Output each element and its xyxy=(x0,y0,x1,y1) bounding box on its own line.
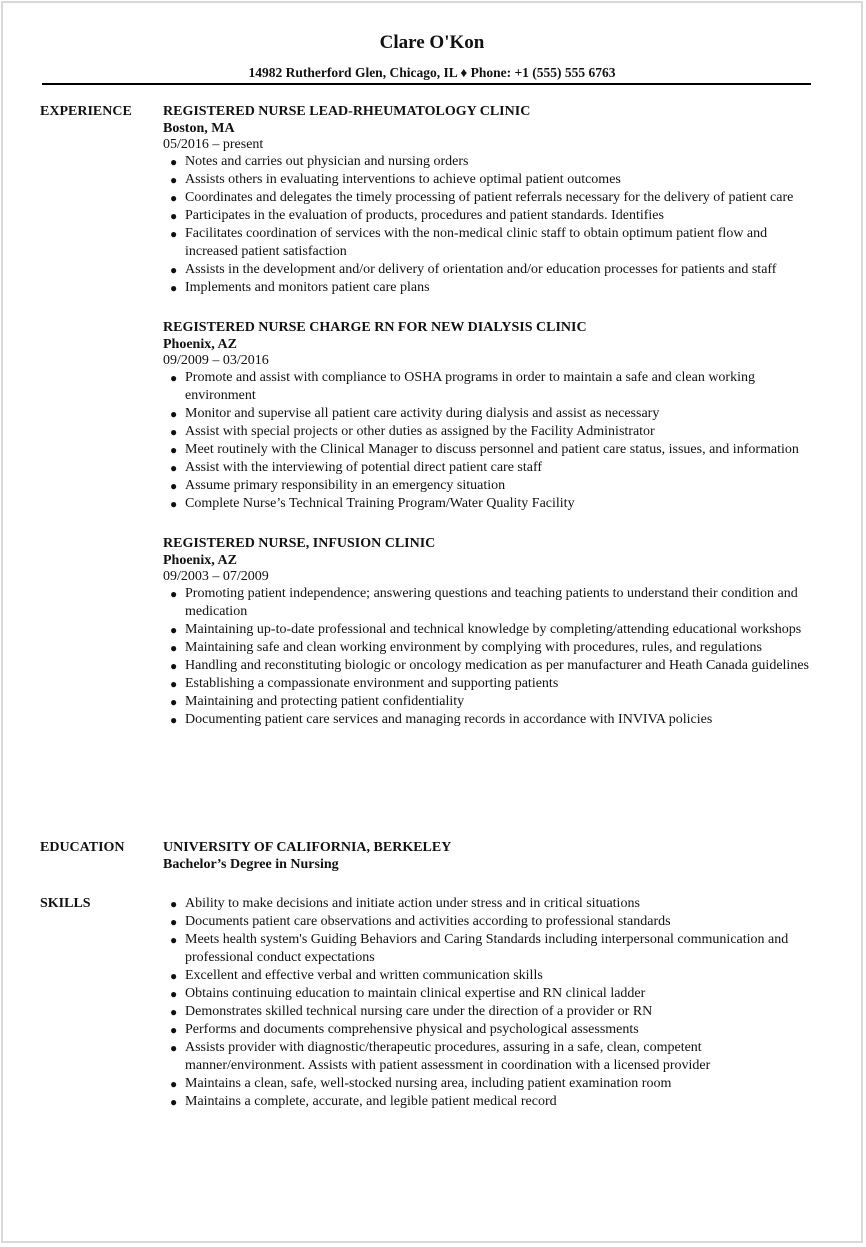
job-dates: 09/2009 – 03/2016 xyxy=(163,353,269,368)
header-divider xyxy=(42,83,811,85)
section-title-experience: EXPERIENCE xyxy=(40,104,132,119)
job-entry xyxy=(163,103,823,297)
bullet-icon: ● xyxy=(170,191,178,205)
list-item xyxy=(163,931,823,967)
bullet-text: Excellent and effective verbal and written communication skills xyxy=(185,968,543,983)
bullet-text: Complete Nurse’s Technical Training Program/Water Quality Facility xyxy=(185,496,575,511)
bullet-text: Promoting patient independence; answering questions and teaching patients to understand their condition and medication xyxy=(185,586,798,619)
list-item xyxy=(163,1003,823,1021)
bullet-icon: ● xyxy=(170,443,178,457)
bullet-text: Maintaining and protecting patient confidentiality xyxy=(185,694,465,709)
bullet-text: Handling and reconstituting biologic or oncology medication as per manufacturer and Heath Canada guidelines xyxy=(185,658,809,673)
education-body xyxy=(163,839,823,873)
skills-bullets xyxy=(163,895,823,1111)
list-item xyxy=(163,189,823,207)
bullet-text: Meets health system's Guiding Behaviors and Caring Standards including interpersonal communication and professional conduct expectations xyxy=(185,932,789,965)
bullet-text: Establishing a compassionate environment and supporting patients xyxy=(185,676,559,691)
list-item xyxy=(163,153,823,171)
bullet-icon: ● xyxy=(170,461,178,475)
job-location: Phoenix, AZ xyxy=(163,553,237,568)
bullet-text: Maintains a clean, safe, well-stocked nursing area, including patient examination room xyxy=(185,1076,672,1091)
section-title-skills: SKILLS xyxy=(40,896,91,911)
bullet-icon: ● xyxy=(170,641,178,655)
list-item xyxy=(163,675,823,693)
bullet-icon: ● xyxy=(170,407,178,421)
list-item xyxy=(163,639,823,657)
bullet-text: Assists others in evaluating interventions to achieve optimal patient outcomes xyxy=(185,172,621,187)
bullet-text: Participates in the evaluation of products, procedures and patient standards. Identifies xyxy=(185,208,664,223)
bullet-icon: ● xyxy=(170,1095,178,1109)
list-item xyxy=(163,441,823,459)
job-title: REGISTERED NURSE, INFUSION CLINIC xyxy=(163,536,436,551)
bullet-text: Maintaining up-to-date professional and technical knowledge by completing/attending educational workshops xyxy=(185,622,802,637)
bullet-text: Maintaining safe and clean working environment by complying with procedures, rules, and regulations xyxy=(185,640,762,655)
job-location: Boston, MA xyxy=(163,121,235,136)
bullet-icon: ● xyxy=(170,1041,178,1055)
bullet-icon: ● xyxy=(170,371,178,385)
list-item xyxy=(163,657,823,675)
candidate-name: Clare O'Kon xyxy=(379,32,485,53)
bullet-icon: ● xyxy=(170,1077,178,1091)
bullet-icon: ● xyxy=(170,263,178,277)
list-item xyxy=(163,423,823,441)
job-bullets xyxy=(163,585,823,729)
list-item xyxy=(163,621,823,639)
bullet-text: Assume primary responsibility in an emergency situation xyxy=(185,478,506,493)
list-item xyxy=(163,1075,823,1093)
bullet-icon: ● xyxy=(170,1005,178,1019)
section-title-education: EDUCATION xyxy=(40,840,125,855)
bullet-text: Documents patient care observations and activities according to professional standards xyxy=(185,914,671,929)
bullet-text: Performs and documents comprehensive physical and psychological assessments xyxy=(185,1022,639,1037)
list-item xyxy=(163,1093,823,1111)
list-item xyxy=(163,477,823,495)
bullet-icon: ● xyxy=(170,623,178,637)
bullet-icon: ● xyxy=(170,227,178,241)
bullet-text: Assist with special projects or other duties as assigned by the Facility Administrator xyxy=(185,424,655,439)
list-item xyxy=(163,1039,823,1075)
list-item xyxy=(163,369,823,405)
bullet-text: Assist with the interviewing of potential direct patient care staff xyxy=(185,460,543,475)
bullet-text: Documenting patient care services and managing records in accordance with INVIVA policies xyxy=(185,712,713,727)
bullet-icon: ● xyxy=(170,987,178,1001)
list-item xyxy=(163,405,823,423)
list-item xyxy=(163,967,823,985)
job-bullets xyxy=(163,153,823,297)
job-title: REGISTERED NURSE LEAD-RHEUMATOLOGY CLINIC xyxy=(163,104,531,119)
experience-body xyxy=(163,103,823,751)
bullet-icon: ● xyxy=(170,897,178,911)
bullet-icon: ● xyxy=(170,933,178,947)
list-item xyxy=(163,711,823,729)
bullet-icon: ● xyxy=(170,155,178,169)
bullet-text: Obtains continuing education to maintain clinical expertise and RN clinical ladder xyxy=(185,986,646,1001)
skills-body xyxy=(163,895,823,1111)
list-item xyxy=(163,459,823,477)
resume-page xyxy=(1,1,863,1243)
job-entry xyxy=(163,319,823,513)
bullet-icon: ● xyxy=(170,1023,178,1037)
bullet-text: Demonstrates skilled technical nursing care under the direction of a provider or RN xyxy=(185,1004,653,1019)
bullet-icon: ● xyxy=(170,497,178,511)
list-item xyxy=(163,207,823,225)
bullet-icon: ● xyxy=(170,587,178,601)
bullet-icon: ● xyxy=(170,173,178,187)
job-entry xyxy=(163,535,823,729)
list-item xyxy=(163,261,823,279)
list-item xyxy=(163,895,823,913)
bullet-icon: ● xyxy=(170,425,178,439)
bullet-text: Promote and assist with compliance to OSHA programs in order to maintain a safe and clean working environment xyxy=(185,370,755,403)
job-title: REGISTERED NURSE CHARGE RN FOR NEW DIALYSIS CLINIC xyxy=(163,320,587,335)
job-bullets xyxy=(163,369,823,513)
list-item xyxy=(163,985,823,1003)
list-item xyxy=(163,913,823,931)
bullet-icon: ● xyxy=(170,969,178,983)
bullet-text: Meet routinely with the Clinical Manager to discuss personnel and patient care status, issues, and information xyxy=(185,442,799,457)
bullet-text: Assists provider with diagnostic/therapeutic procedures, assuring in a safe, clean, competent manner/environment. Assists with patient assessment in coordination with a licensed provider xyxy=(185,1040,711,1073)
bullet-icon: ● xyxy=(170,659,178,673)
list-item xyxy=(163,1021,823,1039)
list-item xyxy=(163,171,823,189)
bullet-text: Monitor and supervise all patient care activity during dialysis and assist as necessary xyxy=(185,406,660,421)
bullet-text: Implements and monitors patient care plans xyxy=(185,280,430,295)
list-item xyxy=(163,585,823,621)
list-item xyxy=(163,693,823,711)
bullet-icon: ● xyxy=(170,695,178,709)
bullet-icon: ● xyxy=(170,677,178,691)
contact-line: 14982 Rutherford Glen, Chicago, IL ♦ Phone: +1 (555) 555 6763 xyxy=(248,65,616,80)
bullet-icon: ● xyxy=(170,479,178,493)
bullet-icon: ● xyxy=(170,713,178,727)
list-item xyxy=(163,495,823,513)
bullet-text: Ability to make decisions and initiate action under stress and in critical situations xyxy=(185,896,640,911)
bullet-text: Notes and carries out physician and nursing orders xyxy=(185,154,469,169)
job-dates: 05/2016 – present xyxy=(163,137,264,152)
bullet-icon: ● xyxy=(170,915,178,929)
job-dates: 09/2003 – 07/2009 xyxy=(163,569,269,584)
list-item xyxy=(163,225,823,261)
bullet-text: Maintains a complete, accurate, and legible patient medical record xyxy=(185,1094,557,1109)
bullet-text: Coordinates and delegates the timely processing of patient referrals necessary for the delivery of patient care xyxy=(185,190,794,205)
list-item xyxy=(163,279,823,297)
bullet-text: Assists in the development and/or delivery of orientation and/or education processes for patients and staff xyxy=(185,262,777,277)
degree-name: Bachelor’s Degree in Nursing xyxy=(163,857,339,872)
school-name: UNIVERSITY OF CALIFORNIA, BERKELEY xyxy=(163,840,452,855)
bullet-icon: ● xyxy=(170,281,178,295)
bullet-text: Facilitates coordination of services with the non-medical clinic staff to obtain optimum patient flow and increased patient satisfaction xyxy=(185,226,768,259)
bullet-icon: ● xyxy=(170,209,178,223)
job-location: Phoenix, AZ xyxy=(163,337,237,352)
